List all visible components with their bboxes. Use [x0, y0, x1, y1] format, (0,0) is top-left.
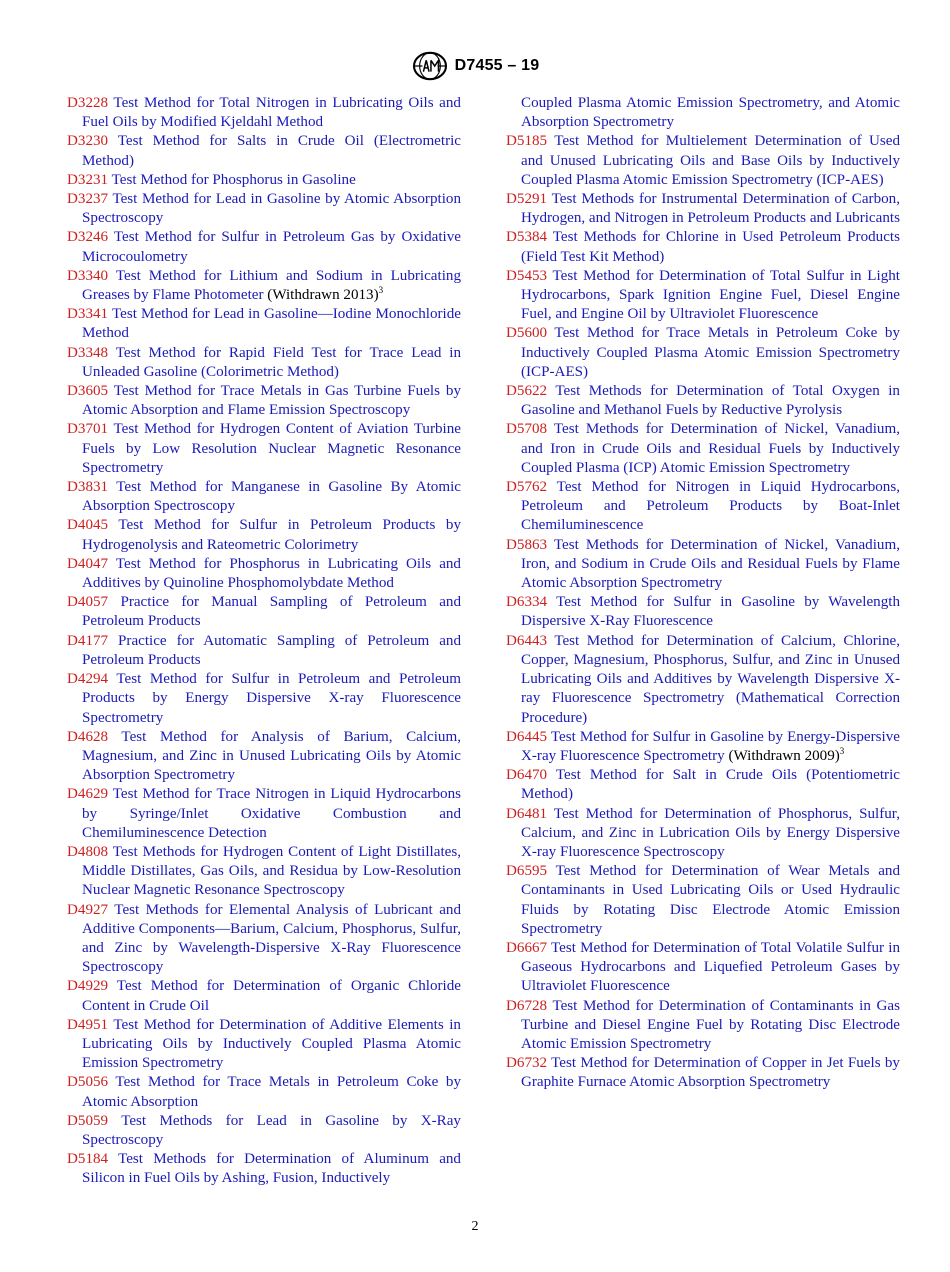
reference-title[interactable]: Test Method for Determination of Wear Metals and Contaminants in Used Lubricating Oils or Used Hydraulic Fluids by Rotating Disc Electrode Atomic Emission Spectrometry [521, 863, 900, 937]
reference-code[interactable]: D4808 [67, 843, 109, 860]
reference-title[interactable]: Coupled Plasma Atomic Emission Spectrometry, and Atomic Absorption Spectrometry [521, 95, 900, 131]
reference-code[interactable]: D5622 [506, 383, 548, 400]
reference-title[interactable]: Test Method for Nitrogen in Liquid Hydrocarbons, Petroleum and Petroleum Products by Boat-Inlet Chemiluminescence [521, 479, 900, 534]
reference-code[interactable]: D4629 [67, 786, 109, 803]
reference-title[interactable]: Test Method for Lead in Gasoline—Iodine Monochloride Method [82, 306, 461, 342]
reference-title[interactable]: Test Method for Trace Metals in Petroleum Coke by Atomic Absorption [82, 1074, 461, 1110]
reference-entry [67, 478, 461, 516]
reference-entry [67, 190, 461, 228]
reference-code[interactable]: D5184 [67, 1151, 109, 1168]
reference-code[interactable]: D5059 [67, 1112, 109, 1129]
reference-title[interactable]: Test Method for Lithium and Sodium in Lubricating Greases by Flame Photometer [82, 267, 461, 304]
reference-code[interactable]: D5762 [506, 479, 548, 496]
reference-code[interactable]: D5453 [506, 267, 548, 284]
reference-code[interactable]: D4294 [67, 671, 109, 688]
reference-entry [67, 267, 461, 305]
reference-code[interactable]: D3246 [67, 229, 109, 246]
right-column-entries [506, 132, 900, 1092]
reference-entry [67, 632, 461, 670]
page-number: 2 [471, 1219, 479, 1234]
reference-entry [506, 267, 900, 325]
reference-code[interactable]: D4951 [67, 1016, 109, 1033]
withdrawn-note: (Withdrawn 2013) [267, 287, 379, 304]
reference-entry [67, 132, 461, 170]
reference-title[interactable]: Test Methods for Elemental Analysis of Lubricant and Additive Components—Barium, Calcium, Phosphorus, Sulfur, and Zinc by Wavelength-Dispersive X-Ray Fluorescence Spectroscopy [82, 901, 461, 976]
reference-title[interactable]: Test Methods for Determination of Aluminum and Silicon in Fuel Oils by Ashing, Fusion, Inductively [82, 1151, 461, 1187]
reference-entry [506, 862, 900, 939]
reference-title[interactable]: Test Method for Determination of Total Volatile Sulfur in Gaseous Hydrocarbons and Liquefied Petroleum Gases by Ultraviolet Fluorescence [521, 939, 900, 995]
reference-code[interactable]: D4927 [67, 901, 109, 918]
reference-entry [67, 1016, 461, 1074]
reference-title[interactable]: Test Method for Determination of Organic Chloride Content in Crude Oil [82, 978, 461, 1014]
right-column [506, 94, 900, 1093]
reference-code[interactable]: D3340 [67, 267, 109, 284]
reference-title[interactable]: Test Method for Determination of Copper in Jet Fuels by Graphite Furnace Atomic Absorption Spectrometry [521, 1055, 900, 1091]
reference-code[interactable]: D6470 [506, 767, 548, 784]
astm-logo-icon [411, 50, 449, 82]
reference-entry [67, 977, 461, 1015]
left-column [67, 94, 461, 1189]
reference-code[interactable]: D3237 [67, 191, 109, 208]
reference-entry [506, 190, 900, 228]
reference-code[interactable]: D3230 [67, 133, 109, 150]
reference-entry [506, 766, 900, 804]
reference-code[interactable]: D5056 [67, 1074, 109, 1091]
reference-code[interactable]: D6728 [506, 997, 548, 1014]
reference-code[interactable]: D6334 [506, 594, 548, 611]
reference-title[interactable]: Test Method for Sulfur in Petroleum Gas by Oxidative Microcoulometry [82, 229, 461, 265]
reference-entry [506, 997, 900, 1055]
reference-title[interactable]: Test Method for Hydrogen Content of Aviation Turbine Fuels by Low Resolution Nuclear Magnetic Resonance Spectrometry [82, 421, 461, 476]
reference-entry [506, 593, 900, 631]
footnote-marker: 3 [378, 285, 384, 295]
reference-entry [506, 939, 900, 997]
reference-entry [67, 843, 461, 901]
reference-title[interactable]: Test Method for Salts in Crude Oil (Electrometric Method) [82, 133, 461, 169]
reference-entry [67, 1150, 461, 1188]
reference-code[interactable]: D3701 [67, 421, 109, 438]
reference-entry [67, 1073, 461, 1111]
reference-code[interactable]: D4047 [67, 555, 109, 572]
reference-title[interactable]: Test Method for Total Nitrogen in Lubricating Oils and Fuel Oils by Modified Kjeldahl Method [82, 95, 461, 131]
reference-code[interactable]: D5185 [506, 133, 548, 150]
reference-title[interactable]: Test Method for Salt in Crude Oils (Potentiometric Method) [521, 767, 900, 803]
reference-entry [67, 305, 461, 343]
reference-title[interactable]: Practice for Manual Sampling of Petroleum and Petroleum Products [82, 594, 461, 630]
reference-entry [67, 901, 461, 978]
reference-code[interactable]: D5600 [506, 325, 548, 342]
reference-code[interactable]: D4929 [67, 978, 109, 995]
reference-code[interactable]: D5863 [506, 536, 548, 553]
reference-code[interactable]: D3341 [67, 306, 109, 323]
reference-title[interactable]: Test Method for Rapid Field Test for Trace Lead in Unleaded Gasoline (Colorimetric Method) [82, 344, 461, 380]
reference-title[interactable]: Test Methods for Lead in Gasoline by X-Ray Spectroscopy [82, 1112, 461, 1148]
reference-title[interactable]: Test Method for Determination of Phosphorus, Sulfur, Calcium, and Zinc in Lubrication Oils by Energy Dispersive X-ray Fluorescence Spectroscopy [521, 805, 900, 860]
reference-code[interactable]: D5708 [506, 421, 548, 438]
reference-title[interactable]: Test Method for Sulfur in Petroleum Products by Hydrogenolysis and Rateometric Colorimetry [82, 517, 461, 553]
reference-entry [67, 94, 461, 132]
reference-entry [506, 324, 900, 382]
reference-code[interactable]: D3231 [67, 171, 109, 188]
reference-code[interactable]: D6732 [506, 1055, 548, 1072]
reference-title[interactable]: Test Methods for Instrumental Determination of Carbon, Hydrogen, and Nitrogen in Petroleum Products and Lubricants [521, 191, 900, 227]
reference-entry [506, 478, 900, 536]
reference-entry [506, 228, 900, 266]
reference-title[interactable]: Test Method for Multielement Determination of Used and Unused Lubricating Oils and Base Oils by Inductively Coupled Plasma Atomic Emission Spectrometry (ICP-AES) [521, 133, 900, 188]
reference-title[interactable]: Test Methods for Chlorine in Used Petroleum Products (Field Test Kit Method) [521, 229, 900, 265]
reference-title[interactable]: Test Method for Trace Metals in Gas Turbine Fuels by Atomic Absorption and Flame Emission Spectroscopy [82, 383, 461, 419]
reference-code[interactable]: D6667 [506, 939, 548, 956]
reference-entry [67, 228, 461, 266]
reference-title[interactable]: Test Method for Analysis of Barium, Calcium, Magnesium, and Zinc in Unused Lubricating Oils by Atomic Absorption Spectrometry [82, 728, 461, 784]
reference-title[interactable]: Test Method for Sulfur in Gasoline by Wavelength Dispersive X-Ray Fluorescence [521, 594, 900, 630]
reference-entry [67, 555, 461, 593]
reference-code[interactable]: D6443 [506, 632, 548, 649]
footnote-marker: 3 [839, 745, 845, 756]
reference-entry [506, 805, 900, 863]
reference-entry [506, 1054, 900, 1092]
reference-code[interactable]: D4057 [67, 594, 109, 611]
reference-entry [67, 382, 461, 420]
reference-title[interactable]: Test Method for Sulfur in Gasoline by Energy-Dispersive X-ray Fluorescence Spectrometry [521, 728, 900, 764]
reference-title[interactable]: Test Methods for Hydrogen Content of Light Distillates, Middle Distillates, Gas Oils, and Residua by Low-Resolution Nuclear Magnetic Resonance Spectroscopy [82, 843, 461, 899]
reference-entry [506, 132, 900, 190]
reference-title[interactable]: Test Method for Trace Nitrogen in Liquid Hydrocarbons by Syringe/Inlet Oxidative Combustion and Chemiluminescence Detection [82, 786, 461, 841]
reference-continuation [506, 94, 900, 132]
reference-entry [67, 1112, 461, 1150]
reference-entry [67, 344, 461, 382]
reference-code[interactable]: D6481 [506, 805, 548, 822]
reference-title[interactable]: Test Method for Determination of Calcium, Chlorine, Copper, Magnesium, Phosphorus, Sulfur, and Zinc in Unused Lubricating Oils and Additives by Wavelength Dispersive X-ray Fluorescence Spectrometry (Mathematical Correction Procedure) [521, 632, 900, 726]
reference-entry [67, 785, 461, 843]
reference-entry [67, 420, 461, 478]
reference-code[interactable]: D3605 [67, 383, 109, 400]
reference-code[interactable]: D4628 [67, 728, 109, 745]
reference-entry [67, 593, 461, 631]
reference-code[interactable]: D4045 [67, 517, 109, 534]
reference-entry [506, 536, 900, 594]
reference-code[interactable]: D5384 [506, 229, 548, 246]
reference-code[interactable]: D5291 [506, 191, 548, 208]
reference-title[interactable]: Test Method for Manganese in Gasoline By Atomic Absorption Spectroscopy [82, 479, 461, 515]
reference-entry [67, 728, 461, 786]
reference-code[interactable]: D3228 [67, 95, 109, 111]
reference-code[interactable]: D3348 [67, 344, 109, 361]
reference-title[interactable]: Test Method for Determination of Additive Elements in Lubricating Oils by Inductively Coupled Plasma Atomic Emission Spectrometry [82, 1016, 461, 1072]
page-header [0, 50, 950, 82]
reference-entry [506, 382, 900, 420]
reference-code[interactable]: D3831 [67, 479, 109, 496]
reference-entry [506, 420, 900, 478]
reference-title[interactable]: Test Method for Phosphorus in Lubricating Oils and Additives by Quinoline Phosphomolybdate Method [82, 555, 461, 592]
reference-entry [506, 632, 900, 728]
reference-title[interactable]: Test Method for Trace Metals in Petroleum Coke by Inductively Coupled Plasma Atomic Emission Spectrometry (ICP-AES) [521, 325, 900, 380]
reference-title[interactable]: Test Methods for Determination of Total Oxygen in Gasoline and Methanol Fuels by Reductive Pyrolysis [521, 383, 900, 419]
reference-title[interactable]: Test Method for Phosphorus in Gasoline [111, 171, 356, 188]
reference-title[interactable]: Test Method for Determination of Contaminants in Gas Turbine and Diesel Engine Fuel by Rotating Disc Electrode Atomic Emission Spectrometry [521, 997, 900, 1052]
reference-entry [506, 728, 900, 766]
reference-title[interactable]: Test Methods for Determination of Nickel, Vanadium, and Iron in Crude Oils and Residual Fuels by Inductively Coupled Plasma (ICP) Atomic Emission Spectrometry [521, 421, 900, 476]
reference-title[interactable]: Test Method for Sulfur in Petroleum and Petroleum Products by Energy Dispersive X-ray Fluorescence Spectrometry [82, 671, 461, 726]
reference-entry [67, 670, 461, 728]
document-designation: D7455 – 19 [454, 57, 540, 74]
reference-code[interactable]: D6595 [506, 863, 548, 880]
reference-entry [67, 516, 461, 554]
reference-title[interactable]: Test Methods for Determination of Nickel, Vanadium, Iron, and Sodium in Crude Oils and Residual Fuels by Flame Atomic Absorption Spectrometry [521, 536, 900, 592]
reference-title[interactable]: Test Method for Lead in Gasoline by Atomic Absorption Spectroscopy [82, 191, 461, 227]
reference-code[interactable]: D6445 [506, 728, 548, 745]
reference-entry [67, 171, 461, 190]
reference-title[interactable]: Test Method for Determination of Total Sulfur in Light Hydrocarbons, Spark Ignition Engine Fuel, Diesel Engine Fuel, and Engine Oil by Ultraviolet Fluorescence [521, 267, 900, 323]
withdrawn-note: (Withdrawn 2009) [728, 747, 840, 764]
reference-title[interactable]: Practice for Automatic Sampling of Petroleum and Petroleum Products [82, 632, 461, 668]
reference-code[interactable]: D4177 [67, 632, 109, 649]
